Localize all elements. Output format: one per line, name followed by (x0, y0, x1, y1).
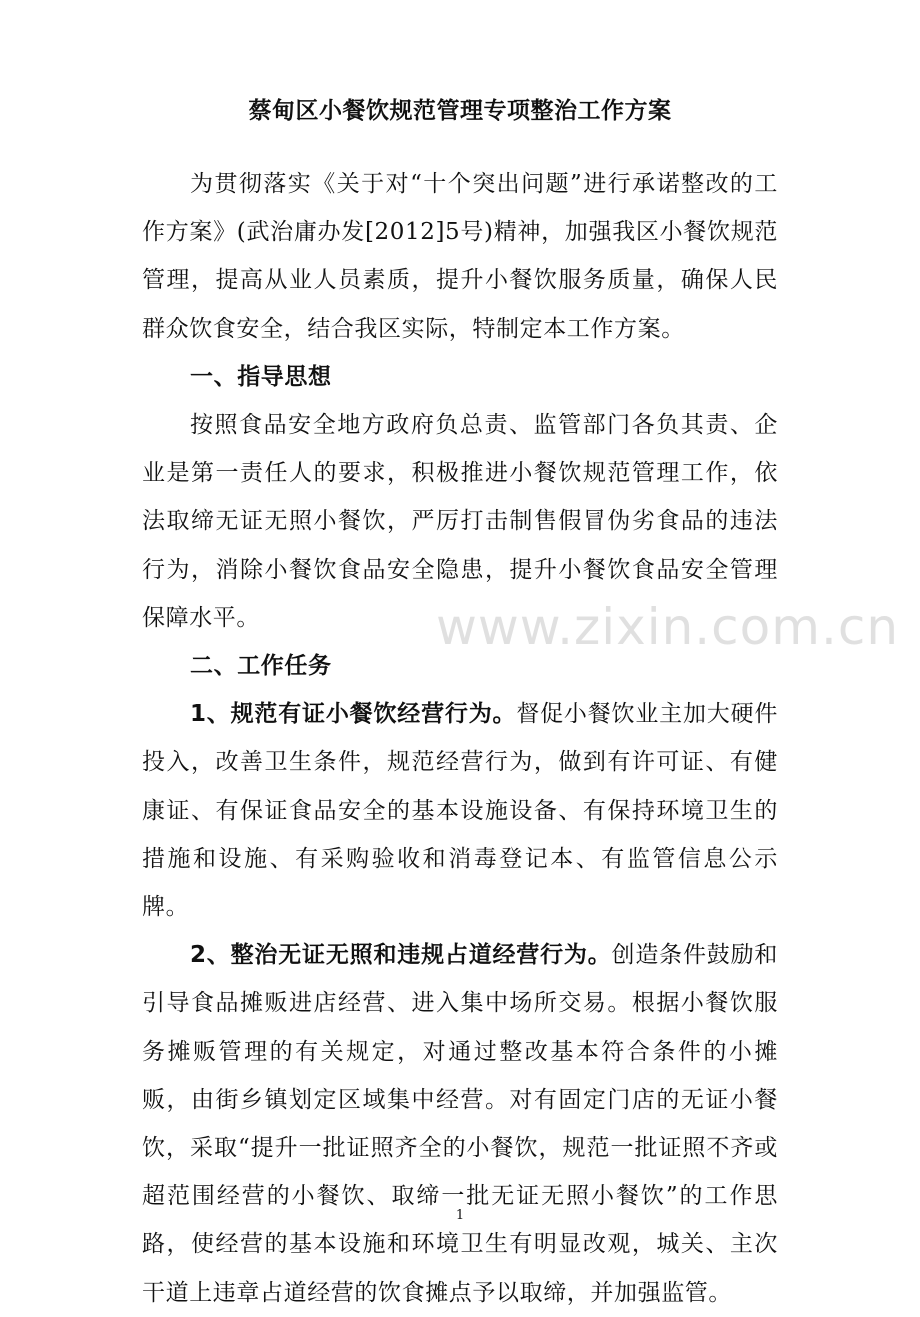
task-item-2 (142, 931, 778, 1317)
task-item-1-body: 督促小餐饮业主加大硬件投入，改善卫生条件，规范经营行为，做到有许可证、有健康证、有保证食品安全的基本设施设备、有保持环境卫生的措施和设施、有采购验收和消毒登记本、有监管信息公示牌。 (142, 701, 778, 921)
section-heading-guiding-ideology: 一、指导思想 (190, 363, 332, 390)
page-number: 1 (455, 1208, 465, 1223)
watermark: www.zixin.com.cn (436, 598, 900, 656)
section-heading-work-tasks: 二、工作任务 (190, 653, 332, 680)
task-item-1-lead: 1、规范有证小餐饮经营行为。 (190, 701, 517, 728)
intro-paragraph: 为贯彻落实《关于对“十个突出问题”进行承诺整改的工作方案》(武治庸办发[2012]5号)精神，加强我区小餐饮规范管理，提高从业人员素质，提升小餐饮服务质量，确保人民群众饮食安全，结合我区实际，特制定本工作方案。 (142, 171, 778, 342)
task-item-2-lead: 2、整治无证无照和违规占道经营行为。 (190, 942, 612, 969)
task-item-2-body: 创造条件鼓励和引导食品摊贩进店经营、进入集中场所交易。根据小餐饮服务摊贩管理的有关规定，对通过整改基本符合条件的小摊贩，由街乡镇划定区域集中经营。对有固定门店的无证小餐饮，采取“提升一批证照齐全的小餐饮，规范一批证照不齐或超范围经营的小餐饮、取缔一批无证无照小餐饮”的工作思路，使经营的基本设施和环境卫生有明显改观，城关、主次干道上违章占道经营的饮食摊点予以取缔，并加强监管。 (142, 942, 778, 1306)
task-item-1 (142, 690, 778, 931)
guiding-ideology-paragraph: 按照食品安全地方政府负总责、监管部门各负其责、企业是第一责任人的要求，积极推进小餐饮规范管理工作，依法取缔无证无照小餐饮，严厉打击制售假冒伪劣食品的违法行为，消除小餐饮食品安全隐患，提升小餐饮食品安全管理保障水平。 (142, 412, 778, 631)
document-body (142, 160, 778, 1317)
document-title: 蔡甸区小餐饮规范管理专项整治工作方案 (248, 98, 672, 124)
